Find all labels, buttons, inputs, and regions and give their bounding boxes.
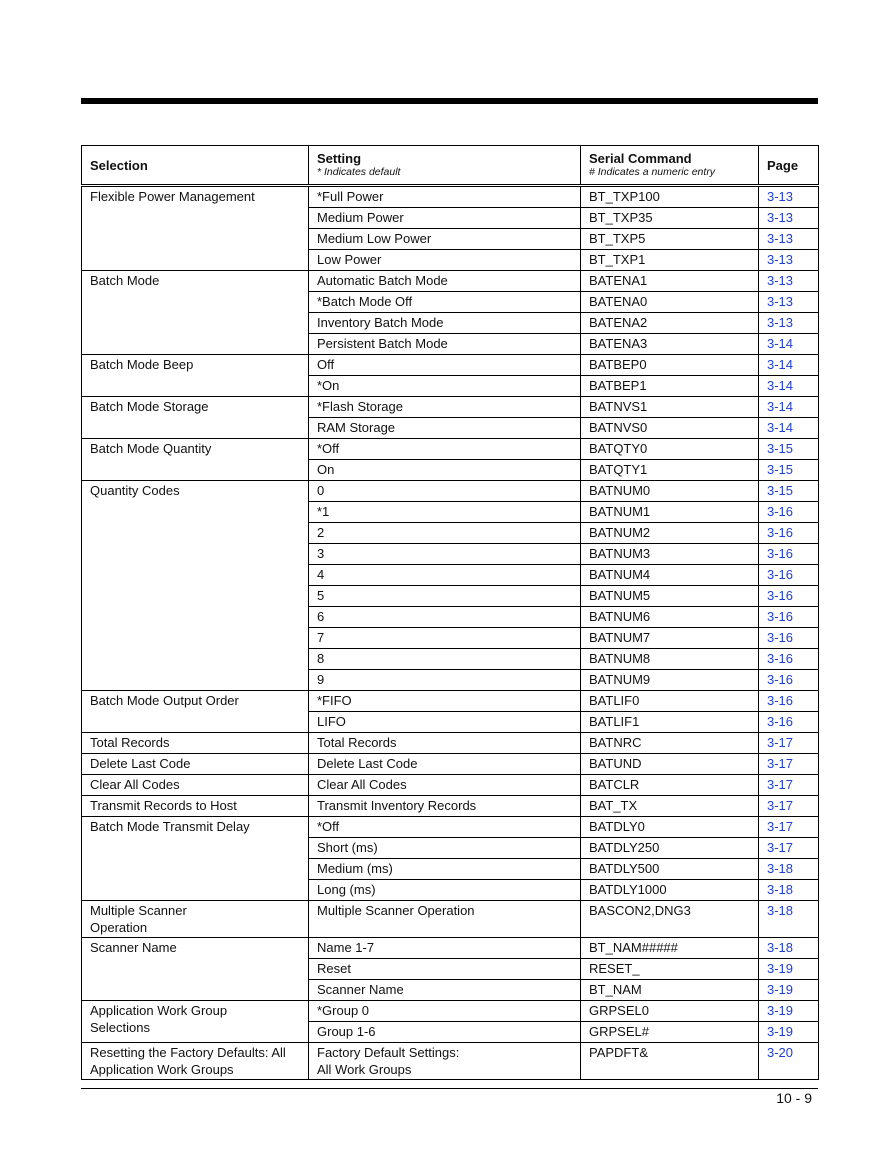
header-serial-note: # Indicates a numeric entry [589, 166, 716, 178]
setting-cell: Scanner Name [309, 980, 581, 1001]
setting-cell: Long (ms) [309, 880, 581, 901]
page-link[interactable]: 3-16 [759, 712, 819, 733]
serial-command-cell: BATCLR [581, 775, 759, 796]
setting-cell: Delete Last Code [309, 754, 581, 775]
serial-command-cell: BT_TXP100 [581, 186, 759, 208]
setting-cell: Reset [309, 959, 581, 980]
page-link[interactable]: 3-17 [759, 775, 819, 796]
serial-command-table [81, 145, 819, 1080]
serial-command-cell: BATQTY1 [581, 460, 759, 481]
setting-cell: On [309, 460, 581, 481]
setting-cell: *Off [309, 439, 581, 460]
setting-cell: Automatic Batch Mode [309, 271, 581, 292]
bottom-rule [81, 1088, 818, 1089]
page-link[interactable]: 3-15 [759, 481, 819, 502]
page-link[interactable]: 3-18 [759, 880, 819, 901]
selection-cell: Delete Last Code [82, 754, 309, 775]
page-link[interactable]: 3-18 [759, 938, 819, 959]
page-link[interactable]: 3-17 [759, 754, 819, 775]
setting-cell: *On [309, 376, 581, 397]
page-link[interactable]: 3-19 [759, 959, 819, 980]
serial-command-cell: BT_NAM##### [581, 938, 759, 959]
table-body [82, 186, 819, 1080]
serial-command-cell: BATENA2 [581, 313, 759, 334]
table-row [82, 355, 819, 376]
header-selection: Selection [82, 146, 309, 186]
page-link[interactable]: 3-16 [759, 586, 819, 607]
serial-command-cell: BT_NAM [581, 980, 759, 1001]
setting-cell: Multiple Scanner Operation [309, 901, 581, 938]
page-link[interactable]: 3-14 [759, 334, 819, 355]
serial-command-cell: BATNVS0 [581, 418, 759, 439]
page-link[interactable]: 3-14 [759, 376, 819, 397]
setting-cell: Inventory Batch Mode [309, 313, 581, 334]
serial-command-cell: BATDLY250 [581, 838, 759, 859]
setting-cell: Medium (ms) [309, 859, 581, 880]
serial-command-cell: BATDLY1000 [581, 880, 759, 901]
page-number: 10 - 9 [776, 1090, 812, 1106]
setting-cell: *Full Power [309, 186, 581, 208]
serial-command-cell: BATNUM2 [581, 523, 759, 544]
serial-command-cell: BATBEP1 [581, 376, 759, 397]
setting-cell: LIFO [309, 712, 581, 733]
selection-cell: Scanner Name [82, 938, 309, 1001]
serial-command-cell: BT_TXP1 [581, 250, 759, 271]
setting-cell: Short (ms) [309, 838, 581, 859]
table-row [82, 817, 819, 838]
setting-cell: 0 [309, 481, 581, 502]
selection-cell: Application Work Group Selections [82, 1001, 309, 1043]
table-row [82, 271, 819, 292]
serial-command-cell: BATNUM8 [581, 649, 759, 670]
serial-command-cell: BATENA0 [581, 292, 759, 313]
setting-cell: 9 [309, 670, 581, 691]
setting-cell: Off [309, 355, 581, 376]
page-link[interactable]: 3-18 [759, 859, 819, 880]
selection-cell: Clear All Codes [82, 775, 309, 796]
serial-command-cell: BATDLY500 [581, 859, 759, 880]
page-link[interactable]: 3-15 [759, 439, 819, 460]
serial-command-cell: BATLIF0 [581, 691, 759, 712]
setting-cell: RAM Storage [309, 418, 581, 439]
serial-command-cell: BT_TXP5 [581, 229, 759, 250]
setting-cell: Persistent Batch Mode [309, 334, 581, 355]
selection-cell: Batch Mode Beep [82, 355, 309, 397]
page-link[interactable]: 3-16 [759, 544, 819, 565]
selection-cell: Batch Mode Storage [82, 397, 309, 439]
setting-cell: Low Power [309, 250, 581, 271]
setting-cell: *FIFO [309, 691, 581, 712]
setting-cell: 6 [309, 607, 581, 628]
page-link[interactable]: 3-16 [759, 523, 819, 544]
table-row [82, 481, 819, 502]
serial-command-cell: PAPDFT& [581, 1043, 759, 1080]
page-link[interactable]: 3-16 [759, 502, 819, 523]
setting-cell: *Batch Mode Off [309, 292, 581, 313]
serial-command-cell: BATNUM6 [581, 607, 759, 628]
serial-command-cell: BASCON2,DNG3 [581, 901, 759, 938]
header-page: Page [759, 146, 819, 186]
serial-command-cell: BATQTY0 [581, 439, 759, 460]
serial-command-cell: BATNUM3 [581, 544, 759, 565]
page-link[interactable]: 3-16 [759, 691, 819, 712]
page-link[interactable]: 3-19 [759, 1001, 819, 1022]
serial-command-cell: BATBEP0 [581, 355, 759, 376]
page-link[interactable]: 3-19 [759, 1022, 819, 1043]
table-row [82, 186, 819, 208]
setting-cell: Medium Power [309, 208, 581, 229]
setting-cell: Group 1-6 [309, 1022, 581, 1043]
selection-cell: Resetting the Factory Defaults: All Application Work Groups [82, 1043, 309, 1080]
page-link[interactable]: 3-14 [759, 418, 819, 439]
table-header-row [82, 146, 819, 186]
page-link[interactable]: 3-20 [759, 1043, 819, 1080]
serial-command-cell: BATNUM7 [581, 628, 759, 649]
serial-command-cell: BATNUM9 [581, 670, 759, 691]
page-link[interactable]: 3-13 [759, 250, 819, 271]
selection-cell: Multiple Scanner Operation [82, 901, 309, 938]
page-link[interactable]: 3-13 [759, 186, 819, 208]
serial-command-cell: GRPSEL0 [581, 1001, 759, 1022]
setting-cell: Medium Low Power [309, 229, 581, 250]
header-setting: Setting * Indicates default [309, 146, 581, 186]
page-link[interactable]: 3-16 [759, 607, 819, 628]
selection-cell: Transmit Records to Host [82, 796, 309, 817]
serial-command-cell: BATUND [581, 754, 759, 775]
serial-command-cell: BATNUM5 [581, 586, 759, 607]
page-link[interactable]: 3-14 [759, 397, 819, 418]
setting-cell: 4 [309, 565, 581, 586]
page-link[interactable]: 3-16 [759, 628, 819, 649]
page-link[interactable]: 3-16 [759, 565, 819, 586]
page-link[interactable]: 3-17 [759, 817, 819, 838]
page-link[interactable]: 3-17 [759, 796, 819, 817]
table-row [82, 397, 819, 418]
serial-command-cell: BATNUM0 [581, 481, 759, 502]
header-setting-note: * Indicates default [317, 166, 401, 178]
selection-cell: Quantity Codes [82, 481, 309, 691]
table-row [82, 775, 819, 796]
setting-cell: 3 [309, 544, 581, 565]
table-row [82, 938, 819, 959]
setting-cell: Name 1-7 [309, 938, 581, 959]
serial-command-cell: BATNVS1 [581, 397, 759, 418]
page-link[interactable]: 3-17 [759, 838, 819, 859]
serial-command-cell: BAT_TX [581, 796, 759, 817]
selection-cell: Total Records [82, 733, 309, 754]
serial-command-cell: BT_TXP35 [581, 208, 759, 229]
page-link[interactable]: 3-16 [759, 649, 819, 670]
page-link[interactable]: 3-15 [759, 460, 819, 481]
setting-cell: 5 [309, 586, 581, 607]
table-row [82, 1001, 819, 1022]
selection-cell: Batch Mode Quantity [82, 439, 309, 481]
serial-command-cell: BATLIF1 [581, 712, 759, 733]
table-row [82, 754, 819, 775]
serial-command-cell: BATNUM1 [581, 502, 759, 523]
serial-command-cell: BATNRC [581, 733, 759, 754]
selection-cell: Batch Mode [82, 271, 309, 355]
page-link[interactable]: 3-18 [759, 901, 819, 938]
setting-cell: *1 [309, 502, 581, 523]
page-link[interactable]: 3-16 [759, 670, 819, 691]
serial-command-cell: BATDLY0 [581, 817, 759, 838]
setting-cell: Transmit Inventory Records [309, 796, 581, 817]
serial-command-cell: BATENA1 [581, 271, 759, 292]
setting-cell: 2 [309, 523, 581, 544]
setting-cell: *Off [309, 817, 581, 838]
setting-cell: Clear All Codes [309, 775, 581, 796]
table-row [82, 439, 819, 460]
page-link[interactable]: 3-13 [759, 208, 819, 229]
page-link[interactable]: 3-13 [759, 313, 819, 334]
setting-cell: Total Records [309, 733, 581, 754]
table-row [82, 733, 819, 754]
table-row [82, 796, 819, 817]
page-link[interactable]: 3-13 [759, 292, 819, 313]
setting-cell: 7 [309, 628, 581, 649]
setting-cell: *Group 0 [309, 1001, 581, 1022]
serial-command-cell: RESET_ [581, 959, 759, 980]
selection-cell: Batch Mode Transmit Delay [82, 817, 309, 901]
page-link[interactable]: 3-17 [759, 733, 819, 754]
page-link[interactable]: 3-13 [759, 229, 819, 250]
table-row [82, 901, 819, 938]
serial-command-cell: BATENA3 [581, 334, 759, 355]
serial-command-cell: BATNUM4 [581, 565, 759, 586]
header-serial-command: Serial Command # Indicates a numeric entry [581, 146, 759, 186]
top-rule [81, 98, 818, 104]
setting-cell: Factory Default Settings: All Work Groups [309, 1043, 581, 1080]
table-row [82, 691, 819, 712]
page-link[interactable]: 3-13 [759, 271, 819, 292]
selection-cell: Flexible Power Management [82, 186, 309, 271]
page-link[interactable]: 3-19 [759, 980, 819, 1001]
serial-command-cell: GRPSEL# [581, 1022, 759, 1043]
page-link[interactable]: 3-14 [759, 355, 819, 376]
setting-cell: *Flash Storage [309, 397, 581, 418]
table-row [82, 1043, 819, 1080]
selection-cell: Batch Mode Output Order [82, 691, 309, 733]
setting-cell: 8 [309, 649, 581, 670]
